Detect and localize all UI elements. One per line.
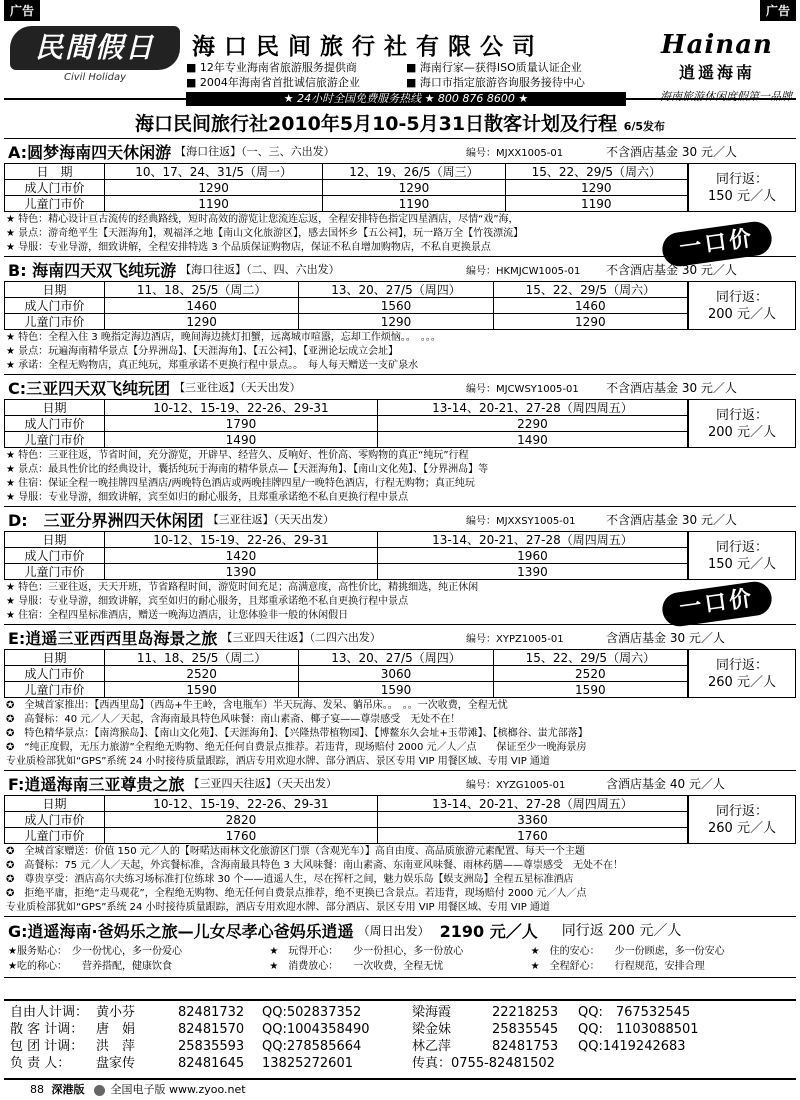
contact-role: 包 团 计调： <box>10 1039 84 1054</box>
row-label: 日期 <box>5 650 105 666</box>
page-footer <box>4 1078 796 1100</box>
tour-note: ★ 住宿：保证全程一晚挂牌四星酒店/两晚特色酒店或两晚挂牌四星/一晚特色酒店，行程无购物；真正纯玩 <box>6 478 475 489</box>
fixed-price-stamp: 一口价 <box>660 220 774 269</box>
tour-section <box>4 770 796 916</box>
hotline-number: ★ 800 876 8600 ★ <box>424 92 529 105</box>
contact-row <box>10 1021 790 1038</box>
price-cell: 1290 <box>105 314 299 330</box>
price-cell: 1190 <box>505 196 687 212</box>
date-row <box>5 532 688 548</box>
tour-hotel-fund: 不含酒店基金 30 元／人 <box>606 512 737 527</box>
page-title-sub: 6/5发布 <box>623 120 666 133</box>
company-name: 海口民间旅行社有限公司 <box>192 33 544 60</box>
tour-code: 编号：XYPZ1005-01 <box>466 633 564 645</box>
row-label: 儿童门市价 <box>5 196 105 212</box>
contact-qq: QQ:1419242683 <box>578 1039 686 1054</box>
peer-rebate <box>688 531 796 580</box>
price-table <box>4 281 688 330</box>
row-label: 日期 <box>5 282 105 298</box>
contact-phone: 82481732 <box>178 1005 245 1020</box>
tour-notes <box>4 448 796 506</box>
tour-note: ✪ 高餐标：75 元／人／天起，外宾餐标准，含海南最具特色 3 大风味餐：南山素斋、东南亚风味餐、雨林药膳——尊崇感受 无处不在！ <box>6 860 624 871</box>
price-cell: 2820 <box>105 812 378 828</box>
contact-phone <box>492 1055 578 1072</box>
contact-name: 盘家传 <box>96 1056 136 1071</box>
tour-note: ✪ 全城首家赠送：价值 150 元／人的【呀喏达雨林文化旅游区门票（含观光车）】高自由度、高品质旅游元素配置、每天一个主题 <box>6 846 585 857</box>
contact-row <box>10 1055 790 1072</box>
row-label: 儿童门市价 <box>5 314 105 330</box>
peer-rebate-label: 同行返： <box>715 803 768 819</box>
brand-logo <box>10 26 180 86</box>
hotline-bar <box>186 92 626 106</box>
tour-section <box>4 624 796 770</box>
brand-logo-sub: Civil Holiday <box>63 72 126 83</box>
tour-g-note: （周日出发） <box>357 923 430 938</box>
tour-note: ★ 特色：三亚往返，天天开班，节省路程时间，游览时间充足；高满意度，高性价比，精挑细选，纯正休闲 <box>6 582 479 593</box>
peer-rebate-value: 200 元／人 <box>708 424 776 440</box>
price-cell: 3060 <box>299 666 493 682</box>
tour-route: 【三亚四天往返】（二四六出发） <box>221 631 381 644</box>
feature-item: ■ 海口市指定旅游咨询服务接待中心 <box>406 76 585 89</box>
tour-g-header <box>4 917 796 943</box>
tour-code: 编号：MJXX1005-01 <box>466 147 564 159</box>
price-cell: 13-14、20-21、27-28（周四周五） <box>377 796 687 812</box>
date-row <box>5 282 688 298</box>
price-cell: 11、18、25/5（周二） <box>105 650 299 666</box>
price-cell: 12、19、26/5（周三） <box>323 164 505 180</box>
tour-note: ★ 景点：玩遍海南精华景点【分界洲岛】、【天涯海角】、【五公祠】、【亚洲论坛成立会址】 <box>6 346 399 357</box>
tour-header <box>4 625 796 649</box>
tour-code: 编号：XYZG1005-01 <box>466 779 566 791</box>
tour-route: 【三亚往返】（天天出发） <box>207 513 335 526</box>
child-price-row <box>5 314 688 330</box>
peer-rebate-value: 260 元／人 <box>708 674 776 690</box>
tour-hotel-fund: 不含酒店基金 30 元／人 <box>606 262 737 277</box>
contact-name: 梁金妹 <box>412 1022 452 1037</box>
tour-g-peer: 同行返 200 元／人 <box>561 923 682 939</box>
hainan-logo <box>642 30 792 83</box>
price-cell: 1420 <box>105 548 378 564</box>
contact-block <box>4 999 796 1073</box>
price-cell: 13-14、20-21、27-28（周四周五） <box>377 400 687 416</box>
ad-label-left: 广告 <box>4 0 40 21</box>
peer-rebate <box>688 281 796 330</box>
price-cell: 11、18、25/5（周二） <box>105 282 299 298</box>
contact-phone: 22218253 <box>492 1005 559 1020</box>
price-cell: 2520 <box>105 666 299 682</box>
tour-note: ★ 特色：全程入住 3 晚指定海边酒店，晚间海边挑灯扣蟹，远离城市喧嚣，忘却工作烦恼。。 。。。 <box>6 332 441 343</box>
price-cell: 1390 <box>377 564 687 580</box>
child-price-row <box>5 564 688 580</box>
price-cell: 1590 <box>299 682 493 698</box>
tour-hotel-fund: 不含酒店基金 30 元／人 <box>606 380 737 395</box>
price-table <box>4 163 688 212</box>
contact-name: 唐 娟 <box>96 1022 136 1037</box>
tour-g-feature: ★ 玩得开心： 少一份担心，多一份放心 <box>269 946 464 957</box>
tour-notes <box>4 698 796 770</box>
peer-rebate <box>688 163 796 212</box>
tour-route: 【海口往返】（二、四、六出发） <box>180 263 340 276</box>
tour-note: ★ 特色：三亚往返，节省时间，充分游览，开辟早、经营久、反响好、性价高、零购物的真正“纯玩”行程 <box>6 450 469 461</box>
row-label: 日期 <box>5 796 105 812</box>
tour-route: 【三亚往返】（天天出发） <box>174 381 301 394</box>
company-header <box>4 20 796 105</box>
tour-list <box>4 138 796 916</box>
price-table-wrap <box>4 399 796 448</box>
price-cell: 2520 <box>493 666 687 682</box>
price-cell: 15、22、29/5（周六） <box>493 282 687 298</box>
peer-rebate-value: 200 元／人 <box>708 306 776 322</box>
tour-g-feature: ★ 消费放心： 一次收费，全程无忧 <box>269 961 444 972</box>
ad-bar <box>4 0 796 20</box>
tour-g-feature: ★ 全程舒心： 行程规范，安排合理 <box>530 961 705 972</box>
adult-price-row <box>5 666 688 682</box>
child-price-row <box>5 196 688 212</box>
price-cell: 13、20、27/5（周四） <box>299 282 493 298</box>
row-label: 儿童门市价 <box>5 682 105 698</box>
tour-header <box>4 257 796 281</box>
adult-price-row <box>5 548 688 564</box>
contact-phone: 82481645 <box>178 1056 245 1071</box>
row-label: 成人门市价 <box>5 548 105 564</box>
tour-note: ★ 导服：专业导游，细致讲解，宾至如归的耐心服务，且郑重承诺绝不私自更换行程中景点 <box>6 492 409 503</box>
page-title-main: 海口民间旅行社2010年5月10-5月31日散客计划及行程 <box>134 113 618 135</box>
row-label: 成人门市价 <box>5 666 105 682</box>
price-cell: 1560 <box>299 298 493 314</box>
tour-route: 【海口往返】（一、三、六出发） <box>175 145 335 158</box>
contact-qq: QQ: 1103088501 <box>578 1022 699 1037</box>
row-label: 儿童门市价 <box>5 564 105 580</box>
tour-hotel-fund: 含酒店基金 40 元／人 <box>606 776 725 791</box>
contact-phone: 25835593 <box>178 1039 245 1054</box>
ad-label-right: 广告 <box>760 0 796 21</box>
price-cell: 1190 <box>105 196 323 212</box>
peer-rebate <box>688 399 796 448</box>
tour-code: 编号：MJXXSY1005-01 <box>466 515 576 527</box>
tour-name: A:圆梦海南四天休闲游 <box>8 142 172 162</box>
contact-qq: QQ:502837352 <box>262 1005 362 1020</box>
tour-note: ✪ 特色精华景点：【南湾猴岛】、【南山文化苑】、【天涯海角】、【兴隆热带植物园】、【博鳌东久会址+玉带滩】、【槟榔谷、蚩尤部落】 <box>6 728 588 739</box>
price-cell: 1190 <box>323 196 505 212</box>
contact-phone: 82481570 <box>178 1022 245 1037</box>
tour-note: ★ 承诺：全程无购物店，真正纯玩，郑重承诺不更换行程中景点。。 每人每天赠送一支矿泉水 <box>6 360 419 371</box>
row-label: 日期 <box>5 532 105 548</box>
tour-g-feature: ★吃的称心： 营养搭配，健康饮食 <box>8 961 172 972</box>
page-number: 88 <box>30 1083 44 1096</box>
price-table <box>4 531 688 580</box>
contact-row <box>10 1038 790 1055</box>
price-cell: 10、17、24、31/5（周一） <box>105 164 323 180</box>
tour-section <box>4 256 796 374</box>
tour-note: ★ 导服：专业导游，细致讲解，全程安排特选 3 个品质保证购物店，保证不私自增加购物店，不私自更换景点 <box>6 242 491 253</box>
row-label: 日期 <box>5 400 105 416</box>
row-label: 成人门市价 <box>5 298 105 314</box>
feature-item: ■ 海南行家—获得ISO质量认证企业 <box>406 61 582 74</box>
tour-header <box>4 771 796 795</box>
tour-route: 【三亚四天往返】（天天出发） <box>188 777 337 790</box>
hainan-logo-script: Hainan <box>661 30 773 60</box>
child-price-row <box>5 682 688 698</box>
tour-hotel-fund: 含酒店基金 30 元／人 <box>606 630 725 645</box>
site-label: 全国电子版 www.zyoo.net <box>110 1083 246 1096</box>
price-cell: 13、20、27/5（周四） <box>299 650 493 666</box>
row-label: 日 期 <box>5 164 105 180</box>
price-table <box>4 399 688 448</box>
tour-g-price: 2190 元／人 <box>439 921 538 941</box>
tour-note: ✪ “纯正度假，无压力旅游”全程绝无购物、绝无任何自费景点推荐。若违背，现场赔付 2000 元／人／点 保证至少一晚海景房 <box>6 742 587 753</box>
peer-rebate-label: 同行返： <box>715 289 768 305</box>
contact-role: 负 责 人： <box>10 1056 71 1071</box>
tour-note: 专业质检部犹如“GPS”系统 24 小时接待质量跟踪，酒店专用欢迎水牌、部分酒店、景区专用 VIP 用餐区域、专用 VIP 通道 <box>6 756 550 767</box>
tour-header <box>4 375 796 399</box>
tour-g-features <box>4 943 796 977</box>
row-label: 成人门市价 <box>5 812 105 828</box>
price-cell: 10-12、15-19、22-26、29-31 <box>105 532 378 548</box>
date-row <box>5 796 688 812</box>
contact-phone: 25835545 <box>492 1022 559 1037</box>
tour-code: 编号：MJCWSY1005-01 <box>466 383 579 395</box>
feature-item: ■ 12年专业海南省旅游服务提供商 <box>186 61 357 74</box>
tour-note: ✪ 拒绝平庸，拒绝“走马观花”，全程绝无购物、绝无任何自费景点推荐，绝不更换已含景点。若违背，现场赔付 2000 元／人／点 <box>6 888 587 899</box>
feature-item: ■ 2004年海南省首批诚信旅游企业 <box>186 76 360 89</box>
price-cell: 1460 <box>493 298 687 314</box>
price-cell: 1790 <box>105 416 378 432</box>
price-cell: 1760 <box>377 828 687 844</box>
tour-g <box>4 916 796 978</box>
contact-qq: QQ:278585664 <box>262 1039 362 1054</box>
row-label: 儿童门市价 <box>5 828 105 844</box>
price-cell: 10-12、15-19、22-26、29-31 <box>105 400 378 416</box>
peer-rebate-label: 同行返： <box>715 407 768 423</box>
price-cell: 1390 <box>105 564 378 580</box>
contact-name: 梁海霞 <box>412 1005 452 1020</box>
price-table-wrap <box>4 795 796 844</box>
tour-name: E:逍遥三亚西西里岛海景之旅 <box>8 628 218 648</box>
tour-note: ✪ 全城首家推出：【西西里岛】（西岛+牛王岭，含电瓶车）半天玩海、发呆、躺吊床。。 。。一次收费，全程无忧 <box>6 700 508 711</box>
child-price-row <box>5 432 688 448</box>
edition-label: 深港版 <box>51 1083 85 1096</box>
tour-name: C:三亚四天双飞纯玩团 <box>8 378 171 398</box>
brand-logo-text: 民間假日 <box>10 26 180 70</box>
peer-rebate-label: 同行返： <box>715 657 768 673</box>
tour-note: ★ 景点：最具性价比的经典设计，囊括纯玩于海南的精华景点—【天涯海角】、【南山文化苑】、【分界洲岛】等 <box>6 464 489 475</box>
tour-notes <box>4 844 796 916</box>
price-table-wrap <box>4 531 796 580</box>
tour-note: ★ 特色：精心设计亘古流传的经典路线，短时高效的游览让您流连忘返，全程安排特色指定四星酒店，尽情“戏”海， <box>6 214 519 225</box>
contact-name: 黄小芬 <box>96 1005 136 1020</box>
adult-price-row <box>5 180 688 196</box>
contact-name: 林乙萍 <box>412 1039 452 1054</box>
tour-name: D: 三亚分界洲四天休闲团 <box>8 510 204 530</box>
date-row <box>5 400 688 416</box>
price-cell: 1290 <box>505 180 687 196</box>
tour-note: ★ 导服：专业导游，细致讲解，宾至如归的耐心服务，且郑重承诺绝不私自更换行程中景点 <box>6 596 409 607</box>
price-cell: 2290 <box>377 416 687 432</box>
price-table-wrap <box>4 281 796 330</box>
tour-note: 专业质检部犹如“GPS”系统 24 小时接待质量跟踪，酒店专用欢迎水牌、部分酒店、景区专用 VIP 用餐区域、专用 VIP 通道 <box>6 902 550 913</box>
tour-name: B: 海南四天双飞纯玩游 <box>8 260 177 280</box>
contact-role: 散 客 计调： <box>10 1022 84 1037</box>
tour-notes <box>4 330 796 374</box>
contact-role: 自由人计调： <box>10 1005 89 1020</box>
row-label: 儿童门市价 <box>5 432 105 448</box>
row-label: 成人门市价 <box>5 416 105 432</box>
contact-phone: 82481753 <box>492 1039 559 1054</box>
price-table <box>4 795 688 844</box>
price-cell: 1490 <box>105 432 378 448</box>
hotline-label: ★ 24小时全国免费服务热线 <box>283 92 422 105</box>
peer-rebate <box>688 795 796 844</box>
brand-tagline: 海南旅游休闲度假第一品牌 <box>660 90 792 103</box>
peer-rebate-value: 150 元／人 <box>708 188 776 204</box>
price-cell: 1290 <box>323 180 505 196</box>
peer-rebate-value: 150 元／人 <box>708 556 776 572</box>
price-cell: 1760 <box>105 828 378 844</box>
price-cell: 1590 <box>105 682 299 698</box>
adult-price-row <box>5 812 688 828</box>
globe-icon <box>94 1085 105 1096</box>
price-table-wrap <box>4 649 796 698</box>
tour-hotel-fund: 不含酒店基金 30 元／人 <box>606 144 737 159</box>
price-cell: 1460 <box>105 298 299 314</box>
page-title <box>4 110 796 138</box>
price-cell: 1290 <box>105 180 323 196</box>
price-cell: 15、22、29/5（周六） <box>493 650 687 666</box>
peer-rebate <box>688 649 796 698</box>
tour-g-name: G:逍遥海南·爸妈乐之旅—儿女尽孝心爸妈乐逍遥 <box>8 921 354 941</box>
contact-name: 洪 萍 <box>96 1039 136 1054</box>
tour-section <box>4 374 796 506</box>
tour-note: ★ 景点：游奇绝平生【天涯海角】，观福泽之地【南山文化旅游区】，感去国怀乡【五公祠】，玩一路万全【竹筏漂流】 <box>6 228 524 239</box>
contact-name: 传真：0755-82481502 <box>412 1056 555 1071</box>
row-label: 成人门市价 <box>5 180 105 196</box>
price-cell: 15、22、29/5（周六） <box>505 164 687 180</box>
price-table-wrap <box>4 163 796 212</box>
peer-rebate-label: 同行返： <box>715 539 768 555</box>
peer-rebate-label: 同行返： <box>715 171 768 187</box>
price-cell: 1490 <box>377 432 687 448</box>
price-cell: 1290 <box>299 314 493 330</box>
tour-note: ★ 住宿：全程四星标准酒店，赠送一晚海边酒店，让您体验非一般的休闲假日 <box>6 610 349 621</box>
tour-g-feature: ★ 住的安心： 少一份顾虑，多一份安心 <box>530 946 725 957</box>
contact-qq: 13825272601 <box>262 1056 353 1071</box>
peer-rebate-value: 260 元／人 <box>708 820 776 836</box>
tour-section <box>4 506 796 624</box>
date-row <box>5 164 688 180</box>
child-price-row <box>5 828 688 844</box>
price-cell: 1590 <box>493 682 687 698</box>
tour-name: F:逍遥海南三亚尊贵之旅 <box>8 774 185 794</box>
tour-note: ✪ 高餐标：40 元／人／天起，含海南最具特色风味餐：南山素斋、椰子宴——尊崇感受 无处不在！ <box>6 714 461 725</box>
contact-qq: QQ:1004358490 <box>262 1022 370 1037</box>
adult-price-row <box>5 416 688 432</box>
price-table <box>4 649 688 698</box>
contact-qq: QQ: 767532545 <box>578 1005 691 1020</box>
hainan-logo-cn: 逍遥海南 <box>678 63 755 82</box>
price-cell: 13-14、20-21、27-28（周四周五） <box>377 532 687 548</box>
adult-price-row <box>5 298 688 314</box>
price-cell: 1290 <box>493 314 687 330</box>
price-cell: 10-12、15-19、22-26、29-31 <box>105 796 378 812</box>
contact-row <box>10 1004 790 1021</box>
date-row <box>5 650 688 666</box>
fixed-price-stamp: 一口价 <box>660 580 774 629</box>
company-features <box>186 60 626 90</box>
tour-header <box>4 139 796 163</box>
tour-code: 编号：HKMJCW1005-01 <box>466 265 581 277</box>
price-cell: 1960 <box>377 548 687 564</box>
tour-g-feature: ★服务贴心： 少一份忧心，多一份爱心 <box>8 946 182 957</box>
tour-header <box>4 507 796 531</box>
tour-section <box>4 138 796 262</box>
price-cell: 3360 <box>377 812 687 828</box>
tour-note: ✪ 尊贵享受：酒店高尔夫练习场标准打位练球 30 个——逍遥人生，尽在挥杆之间，魅力娱乐岛【蜈支洲岛】全程五星标准酒店 <box>6 874 574 885</box>
